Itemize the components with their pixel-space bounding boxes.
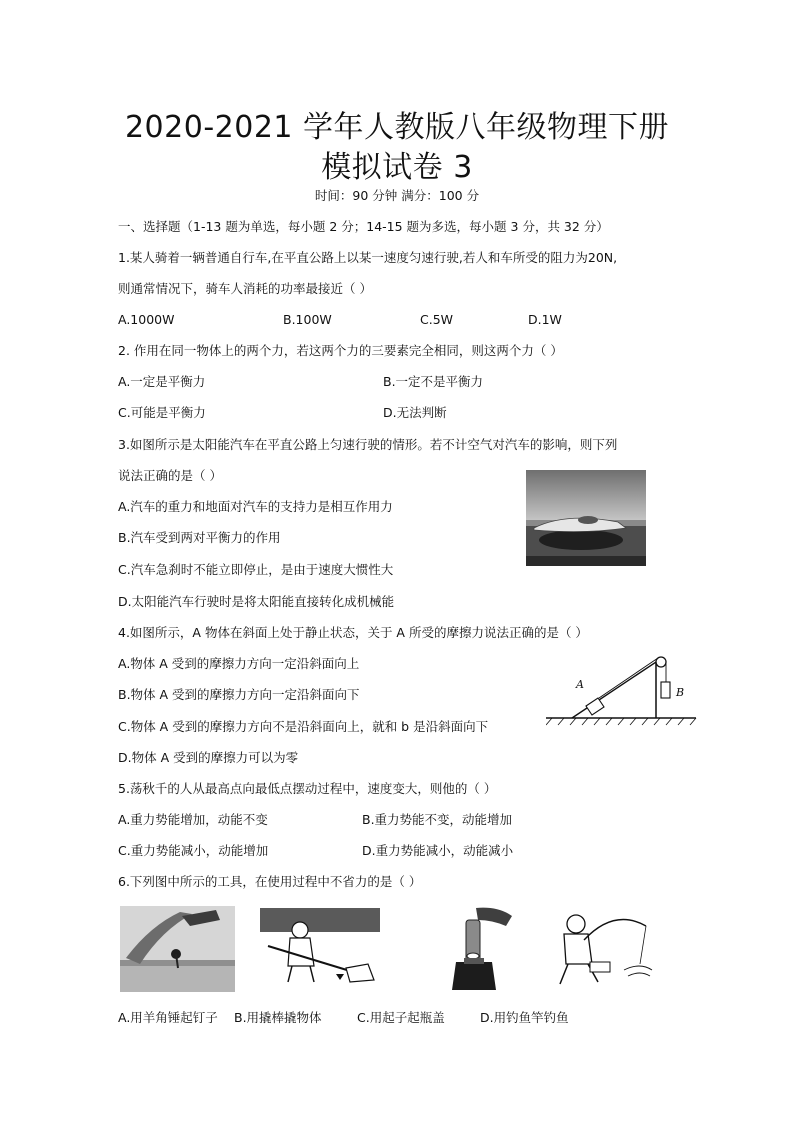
q2-option-b: B.一定不是平衡力	[383, 374, 484, 389]
q6-option-b: B.用撬棒撬物体	[234, 1010, 322, 1025]
section-heading: 一、选择题（1-13 题为单选，每小题 2 分；14-15 题为多选，每小题 3 分，共 32 分）	[118, 219, 609, 234]
q3-stem-line2: 说法正确的是（ ）	[118, 468, 222, 483]
exam-time-score: 时间：90 分钟 满分：100 分	[314, 188, 480, 203]
q6-option-d: D.用钓鱼竿钓鱼	[480, 1010, 569, 1025]
q4-option-a: A.物体 A 受到的摩擦力方向一定沿斜面向上	[118, 656, 360, 671]
exam-title-line2: 模拟试卷 3	[321, 150, 473, 185]
q5-option-d: D.重力势能减小，动能减小	[362, 843, 514, 858]
q6-option-c: C.用起子起瓶盖	[357, 1010, 445, 1025]
q1-stem-line2: 则通常情况下，骑车人消耗的功率最接近（ ）	[118, 281, 372, 296]
q5-stem: 5.荡秋千的人从最高点向最低点摆动过程中，速度变大，则他的（ ）	[118, 781, 497, 796]
q4-option-c: C.物体 A 受到的摩擦力方向不是沿斜面向上，就和 b 是沿斜面向下	[118, 719, 489, 734]
q3-option-a: A.汽车的重力和地面对汽车的支持力是相互作用力	[118, 499, 393, 514]
q3-option-d: D.太阳能汽车行驶时是将太阳能直接转化成机械能	[118, 594, 395, 609]
q1-option-b: B.100W	[283, 312, 332, 327]
q3-stem-line1: 3.如图所示是太阳能汽车在平直公路上匀速行驶的情形。若不计空气对汽车的影响，则下列	[118, 437, 618, 452]
q3-option-c: C.汽车急刹时不能立即停止，是由于速度大惯性大	[118, 562, 394, 577]
incline-pulley-diagram	[546, 650, 698, 726]
bottle-opener-image	[436, 906, 518, 990]
q5-option-a: A.重力势能增加，动能不变	[118, 812, 268, 827]
q2-stem: 2. 作用在同一物体上的两个力，若这两个力的三要素完全相同，则这两个力（ ）	[118, 343, 563, 358]
q1-option-a: A.1000W	[118, 312, 175, 327]
q3-option-b: B.汽车受到两对平衡力的作用	[118, 530, 281, 545]
hammer-pulling-nail-image	[120, 906, 235, 992]
crowbar-prying-image	[260, 908, 380, 986]
q4-option-d: D.物体 A 受到的摩擦力可以为零	[118, 750, 299, 765]
q2-option-c: C.可能是平衡力	[118, 405, 206, 420]
q2-option-a: A.一定是平衡力	[118, 374, 206, 389]
solar-car-photo	[526, 470, 646, 566]
q2-option-d: D.无法判断	[383, 405, 447, 420]
q1-stem-line1: 1.某人骑着一辆普通自行车,在平直公路上以某一速度匀速行驶,若人和车所受的阻力为20N,	[118, 250, 618, 265]
q1-option-c: C.5W	[420, 312, 454, 327]
q6-option-a: A.用羊角锤起钉子	[118, 1010, 218, 1025]
q4-stem: 4.如图所示，A 物体在斜面上处于静止状态，关于 A 所受的摩擦力说法正确的是（ ）	[118, 625, 588, 640]
exam-title-line1: 2020-2021 学年人教版八年级物理下册	[124, 110, 670, 145]
q6-stem: 6.下列图中所示的工具，在使用过程中不省力的是（ ）	[118, 874, 422, 889]
q5-option-b: B.重力势能不变，动能增加	[362, 812, 513, 827]
q1-option-d: D.1W	[528, 312, 562, 327]
fishing-rod-image	[554, 904, 654, 990]
block-a-label: A	[576, 678, 584, 691]
block-b-label: B	[676, 686, 685, 699]
q4-option-b: B.物体 A 受到的摩擦力方向一定沿斜面向下	[118, 687, 360, 702]
q5-option-c: C.重力势能减小，动能增加	[118, 843, 269, 858]
